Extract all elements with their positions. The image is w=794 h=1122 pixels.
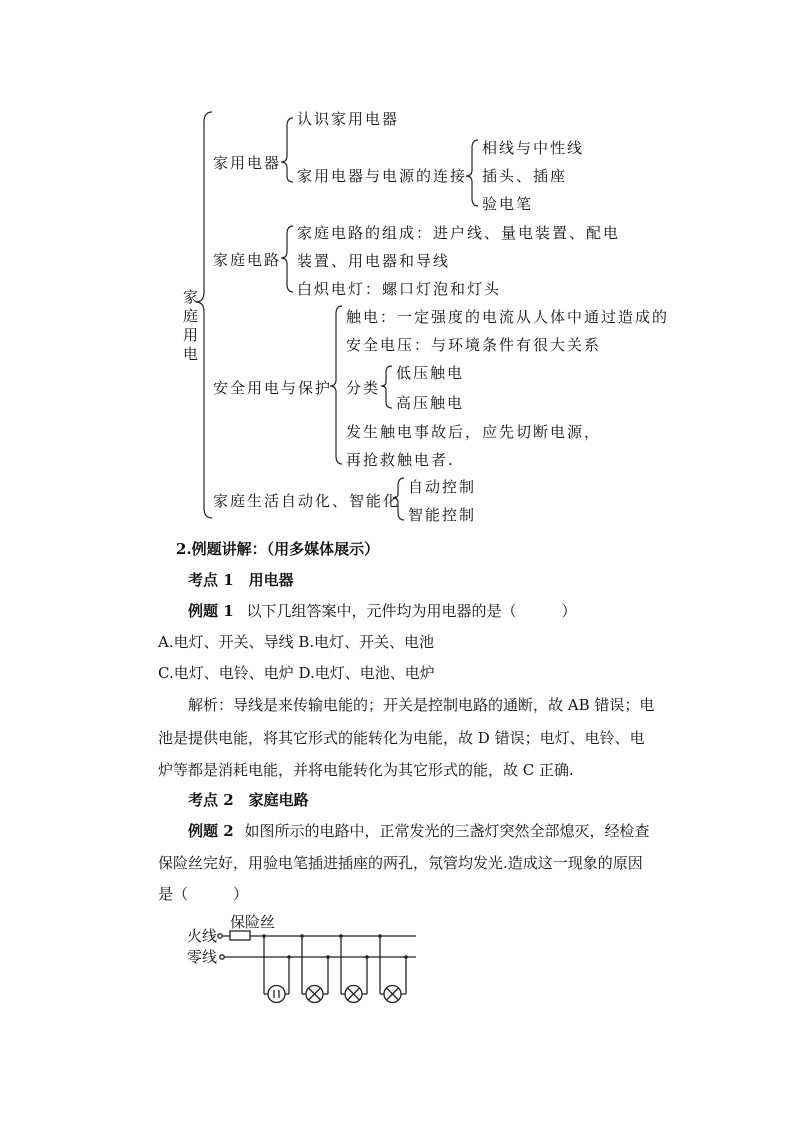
- junction-4: [326, 955, 330, 959]
- circuit-diagram: [184, 910, 444, 1010]
- automation-item-1: 自动控制: [408, 478, 477, 496]
- kaodian-2: 考点 2 家庭电路: [188, 791, 309, 809]
- safety-class-1: 低压触电: [396, 364, 465, 382]
- connection-sub-1: 相线与中性线: [482, 139, 585, 157]
- appliances-item-1: 认识家用电器: [297, 110, 400, 128]
- junction-8: [404, 955, 408, 959]
- connection-sub-3: 验电笔: [482, 195, 534, 213]
- example-1-options-cd: C.电灯、电铃、电炉 D.电灯、电池、电炉: [158, 664, 435, 682]
- junction-2: [287, 955, 291, 959]
- connection-brace: [466, 140, 478, 206]
- example-1-analysis-2: 池是提供电能，将其它形式的能转化为电能，故 D 错误；电灯、电铃、电: [158, 729, 645, 747]
- junction-7: [378, 934, 382, 938]
- neutral-terminal: [220, 955, 224, 959]
- circuit-line-2: 装置、用电器和导线: [297, 252, 451, 270]
- appliances-label: 家用电器: [213, 154, 282, 172]
- appliances-item-2: 家用电器与电源的连接: [297, 167, 468, 185]
- example-2-line-2: 保险丝完好，用验电笔插进插座的两孔，氖管均发光.造成这一现象的原因: [158, 854, 643, 872]
- socket-symbol: [268, 986, 285, 1003]
- example-1: [188, 597, 576, 626]
- safety-line-3: 发生触电事故后，应先切断电源，: [346, 423, 602, 441]
- safety-class-2: 高压触电: [396, 394, 465, 412]
- example-1-analysis-3: 炉等都是消耗电能，并将电能转化为其它形式的能，故 C 正确.: [158, 761, 574, 779]
- class-brace: [381, 366, 392, 408]
- example-2-text-1: 如图所示的电路中，正常发光的三盏灯突然全部熄灭，经检查: [244, 822, 650, 840]
- example-1-question: 以下几组答案中，元件均为用电器的是（ ）: [246, 602, 577, 620]
- junction-5: [339, 934, 343, 938]
- example-1-analysis-1: 解析：导线是来传输电能的；开关是控制电路的通断，故 AB 错误；电: [188, 696, 655, 714]
- section-title: 2.例题讲解：（用多媒体展示）: [176, 540, 380, 558]
- fuse-label: 保险丝: [230, 913, 276, 931]
- junction-1: [262, 934, 266, 938]
- fire-terminal: [218, 934, 222, 938]
- example-1-label: 例题 1: [188, 602, 234, 620]
- circuit-label: 家庭电路: [213, 251, 282, 269]
- example-2-line-3: 是（ ）: [158, 885, 249, 903]
- circuit-brace: [281, 226, 293, 292]
- example-1-options-ab: A.电灯、开关、导线 B.电灯、开关、电池: [158, 633, 435, 651]
- automation-label: 家庭生活自动化、智能化: [213, 492, 401, 510]
- circuit-line-1: 家庭电路的组成：进户线、量电装置、配电: [297, 224, 621, 242]
- safety-label: 安全用电与保护: [213, 379, 333, 397]
- safety-line-1: 触电：一定强度的电流从人体中通过造成的: [346, 308, 670, 326]
- connection-sub-2: 插头、插座: [482, 167, 568, 185]
- automation-item-2: 智能控制: [408, 506, 477, 524]
- fuse: [230, 931, 250, 940]
- junction-3: [300, 934, 304, 938]
- safety-line-4: 再抢救触电者.: [346, 451, 455, 469]
- safety-class-label: 分类: [346, 379, 381, 397]
- safety-line-2: 安全电压：与环境条件有很大关系: [346, 336, 602, 354]
- junction-6: [365, 955, 369, 959]
- circuit-line-3: 白炽电灯：螺口灯泡和灯头: [297, 280, 502, 298]
- root-label: 家庭用电: [183, 288, 201, 363]
- neutral-label: 零线: [187, 948, 218, 966]
- appliances-brace: [281, 118, 293, 182]
- example-2-label: 例题 2: [188, 822, 234, 840]
- fire-label: 火线: [187, 927, 218, 945]
- kaodian-1: 考点 1 用电器: [188, 571, 294, 589]
- example-2-line-1: [188, 817, 649, 846]
